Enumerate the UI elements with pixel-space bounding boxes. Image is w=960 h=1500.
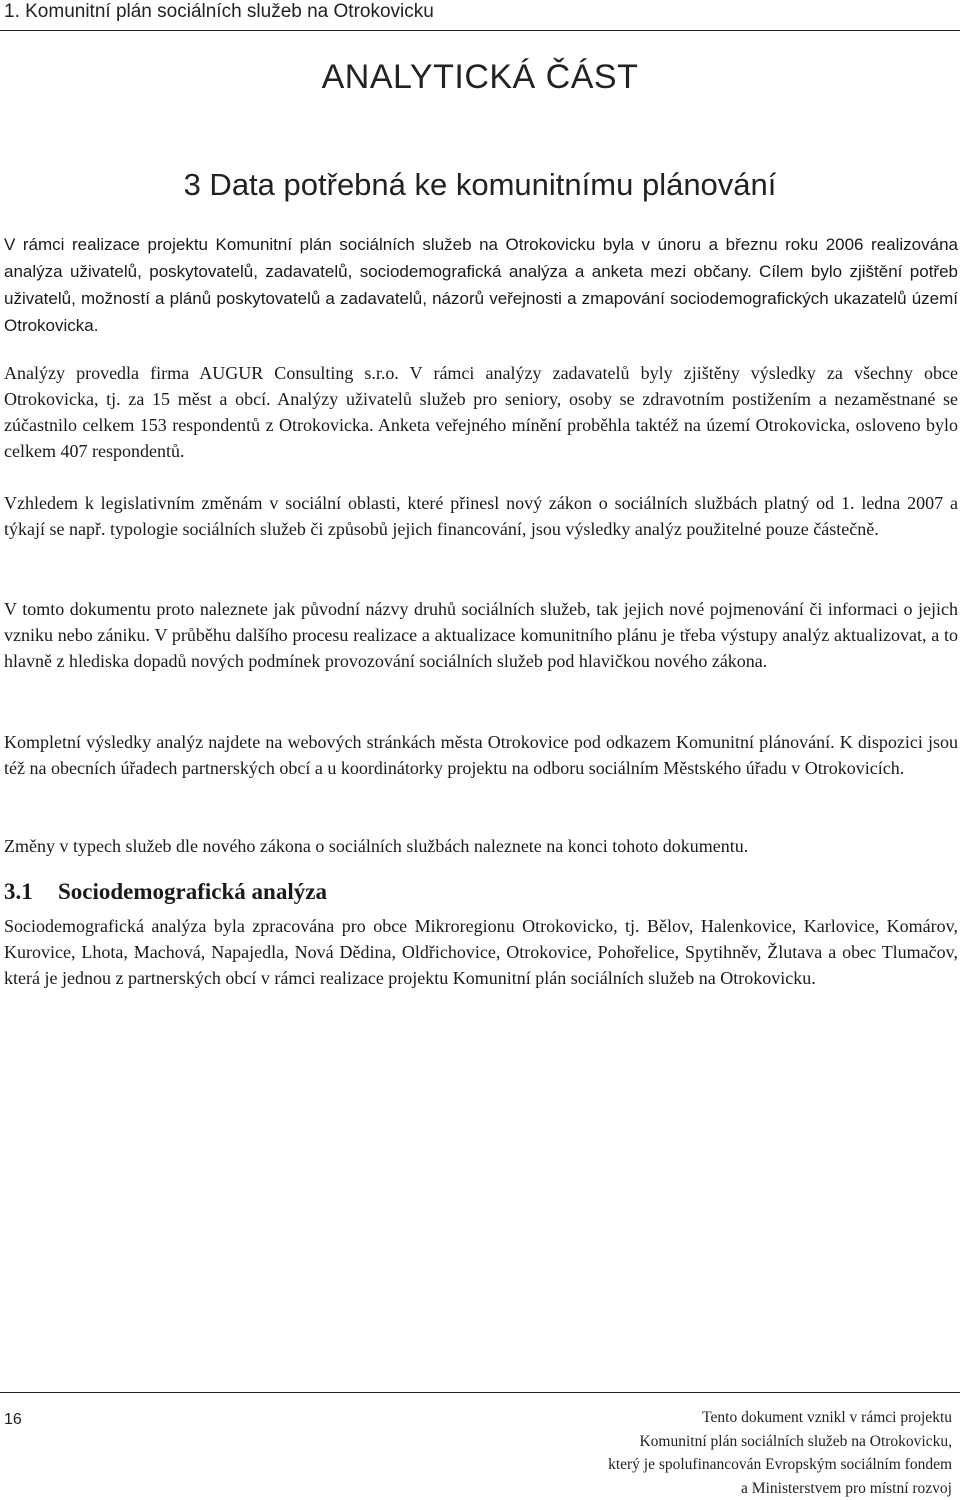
running-header: 1. Komunitní plán sociálních služeb na Otrokovicku <box>4 0 434 24</box>
footer-note-line: který je spolufinancován Evropským sociálním fondem <box>608 1453 952 1477</box>
part-title: ANALYTICKÁ ČÁST <box>0 57 960 97</box>
paragraph-intro <box>4 231 958 339</box>
paragraph-intro-part2: Cílem bylo zjištění potřeb uživatelů, možností a plánů poskytovatelů a zadavatelů, názorů veřejnosti a zmapování sociodemografických ukazatelů území Otrokovicka. <box>4 262 958 335</box>
section-number: 3.1 <box>4 877 58 907</box>
paragraph-analyses-part2: Analýzy uživatelů služeb pro seniory, osoby se zdravotním postižením a nezaměstnané se zúčastnilo celkem 153 respondentů z Otrokovicka. Anketa veřejného mínění proběhla taktéž na území Otrokovicka, osloveno bylo celkem 407 respondentů. <box>4 389 958 461</box>
paragraph-results-link: Kompletní výsledky analýz najdete na webových stránkách města Otrokovice pod odkazem Komunitní plánování. K dispozici jsou též na obecních úřadech partnerských obcí a u koordinátorky projektu na odboru sociálním Městského úřadu v Otrokovicích. <box>4 729 958 781</box>
paragraph-analyses-part1: Analýzy provedla firma AUGUR Consulting s.r.o. V rámci analýzy zadavatelů byly zjištěny výsledky za všechny obce Otrokovicka, tj. za 15 měst a obcí. <box>4 363 958 409</box>
section-heading <box>4 877 327 907</box>
chapter-title: 3 Data potřebná ke komunitnímu plánování <box>0 166 960 204</box>
paragraph-sociodemographic: Sociodemografická analýza byla zpracována pro obce Mikroregionu Otrokovicko, tj. Bělov, Halenkovice, Karlovice, Komárov, Kurovice, Lhota, Machová, Napajedla, Nová Dědina, Oldřichovice, Otrokovice, Pohořelice, Spytihněv, Žlutava a obec Tlumačov, která je jednou z partnerských obcí v rámci realizace projektu Komunitní plán sociálních služeb na Otrokovicku. <box>4 913 958 991</box>
footer-note <box>608 1406 952 1500</box>
paragraph-intro-part1: V rámci realizace projektu Komunitní plán sociálních služeb na Otrokovicku byla v únoru a březnu roku 2006 realizována analýza uživatelů, poskytovatelů, zadavatelů, sociodemografická analýza a anketa mezi občany. <box>4 235 958 281</box>
paragraph-changes: Změny v typech služeb dle nového zákona o sociálních službách naleznete na konci tohoto dokumentu. <box>4 833 958 859</box>
paragraph-analyses <box>4 360 958 464</box>
paragraph-document-info: V tomto dokumentu proto naleznete jak původní názvy druhů sociálních služeb, tak jejich nové pojmenování či informaci o jejich vzniku nebo zániku. V průběhu dalšího procesu realizace a aktualizace komunitního plánu je třeba výstupy analýz aktualizovat, a to hlavně z hlediska dopadů nových podmínek provozování sociálních služeb pod hlavičkou nového zákona. <box>4 596 958 674</box>
page-number: 16 <box>4 1410 22 1430</box>
footer-note-line: Tento dokument vznikl v rámci projektu <box>608 1406 952 1430</box>
header-rule <box>0 30 960 31</box>
footer-note-line: a Ministerstvem pro místní rozvoj <box>608 1477 952 1500</box>
section-title: Sociodemografická analýza <box>58 879 327 904</box>
footer-rule <box>0 1392 960 1393</box>
paragraph-legislation: Vzhledem k legislativním změnám v sociální oblasti, které přinesl nový zákon o sociálních službách platný od 1. ledna 2007 a týkají se např. typologie sociálních služeb či způsobů jejich financování, jsou výsledky analýz použitelné pouze částečně. <box>4 490 958 542</box>
footer-note-line: Komunitní plán sociálních služeb na Otrokovicku, <box>608 1430 952 1454</box>
